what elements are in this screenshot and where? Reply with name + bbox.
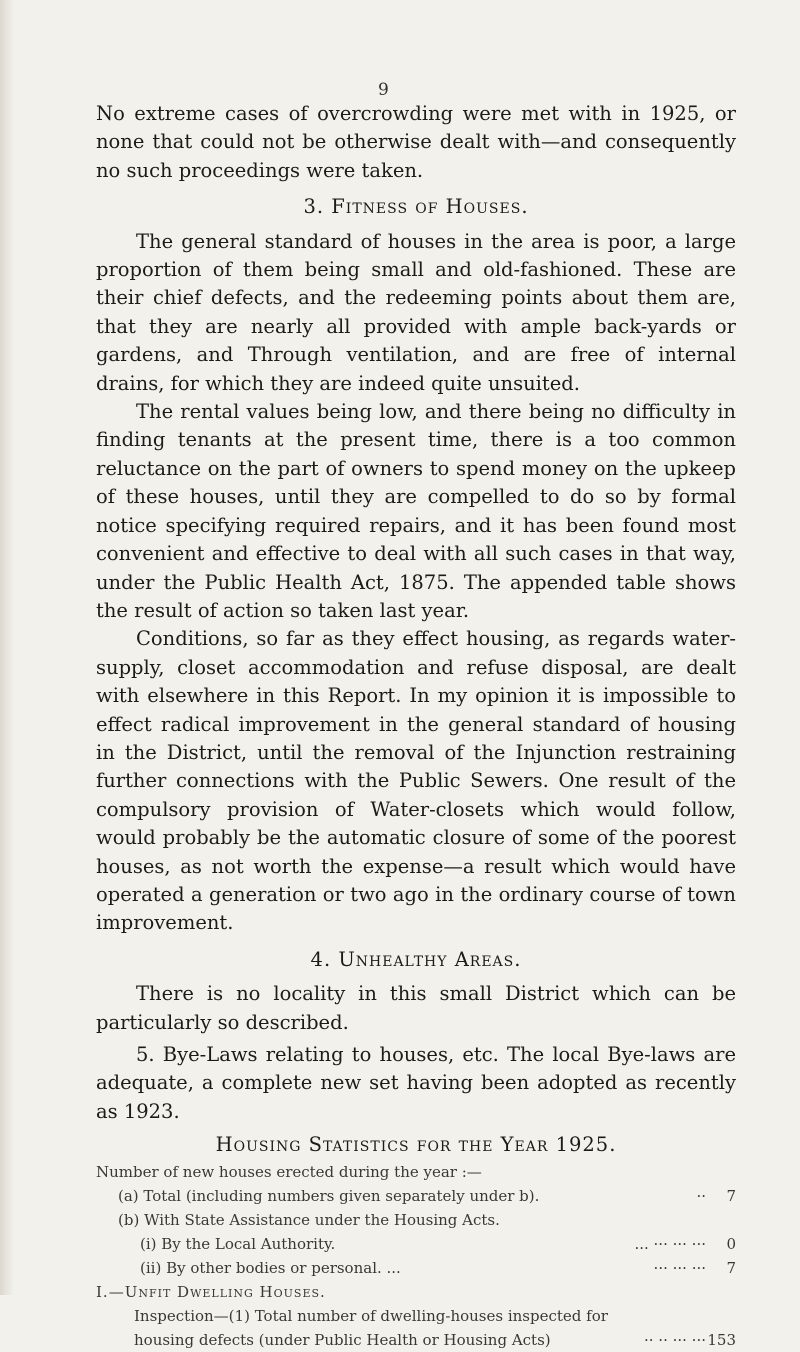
stats-row-value: 0 (726, 1235, 736, 1254)
inspection-label: Inspection—(1) Total number of dwelling-houses inspected for housing defects (under Public Health or Housing Acts) (134, 1307, 608, 1350)
housing-statistics (96, 1130, 736, 1352)
stats-row-b-ii (96, 1256, 736, 1280)
section-5-paragraph: 5. Bye-Laws relating to houses, etc. The local Bye-laws are adequate, a complete new set having been adopted as recently as 1923. (96, 1043, 736, 1123)
stats-row-label: (i) By the Local Authority. (140, 1235, 336, 1254)
unfit-dwelling-houses-label: I.—Unfit Dwelling Houses. (96, 1283, 326, 1302)
page-number: 9 (378, 80, 389, 100)
section-4-paragraph: There is no locality in this small District which can be particularly so described. (96, 982, 736, 1034)
housing-statistics-title: Housing Statistics for the Year 1925. (215, 1133, 617, 1157)
stats-row-label: (a) Total (including numbers given separately under b). (118, 1187, 540, 1206)
section-3-paragraph-2: The rental values being low, and there being no difficulty in finding tenants at the present time, there is a too common reluctance on the part of owners to spend money on the upkeep of these houses, until they are compelled to do so by formal notice specifying required repairs, and it has been found most convenient and effective to deal with all such cases in that way, under the Public Health Act, 1875. The appended table shows the result of action so taken last year. (96, 400, 736, 622)
stats-row-b-i (96, 1232, 736, 1256)
section-3-paragraph-3: Conditions, so far as they effect housing, as regards water-supply, closet accommodation and refuse disposal, are dealt with elsewhere in this Report. In my opinion it is impossible to effect radical improvement in the general standard of housing in the District, until the removal of the Injunction restraining further connections with the Public Sewers. One result of the compulsory provision of Water-closets which would follow, would probably be the automatic closure of some of the poorest houses, as not worth the expense—a result which would have operated a generation or two ago in the ordinary course of town improvement. (96, 627, 736, 935)
section-3-heading: 3. Fitness of Houses. (303, 195, 529, 219)
stats-row-label: (ii) By other bodies or personal. ... (140, 1259, 401, 1278)
inspection-value: 153 (707, 1331, 736, 1350)
stats-row-label: (b) With State Assistance under the Housing Acts. (118, 1211, 500, 1230)
stats-row-dots: ·· (696, 1187, 706, 1206)
stats-row-a (96, 1184, 736, 1208)
stats-row-b (96, 1208, 736, 1232)
stats-row-dots: ··· ··· ··· (653, 1259, 706, 1278)
stats-row-value (706, 1208, 736, 1232)
stats-intro: Number of new houses erected during the year :— (96, 1163, 482, 1182)
stats-row-value: 7 (726, 1187, 736, 1206)
inspection-row (96, 1304, 736, 1352)
intro-paragraph: No extreme cases of overcrowding were met with in 1925, or none that could not be otherwise dealt with—and consequently no such proceedings were taken. (96, 102, 736, 182)
page-binding-edge (0, 0, 14, 1295)
inspection-dots: ·· ·· ··· ··· (644, 1331, 706, 1350)
document-body (96, 100, 736, 1352)
section-4-heading: 4. Unhealthy Areas. (310, 947, 522, 971)
stats-row-dots: ... ··· ··· ··· (634, 1235, 706, 1254)
stats-row-value: 7 (726, 1259, 736, 1278)
section-3-paragraph-1: The general standard of houses in the area is poor, a large proportion of them being small and old-fashioned. These are their chief defects, and the redeeming points about them are, that they are nearly all provided with ample back-yards or gardens, and Through ventilation, and are free of internal drains, for which they are indeed quite unsuited. (96, 229, 736, 395)
